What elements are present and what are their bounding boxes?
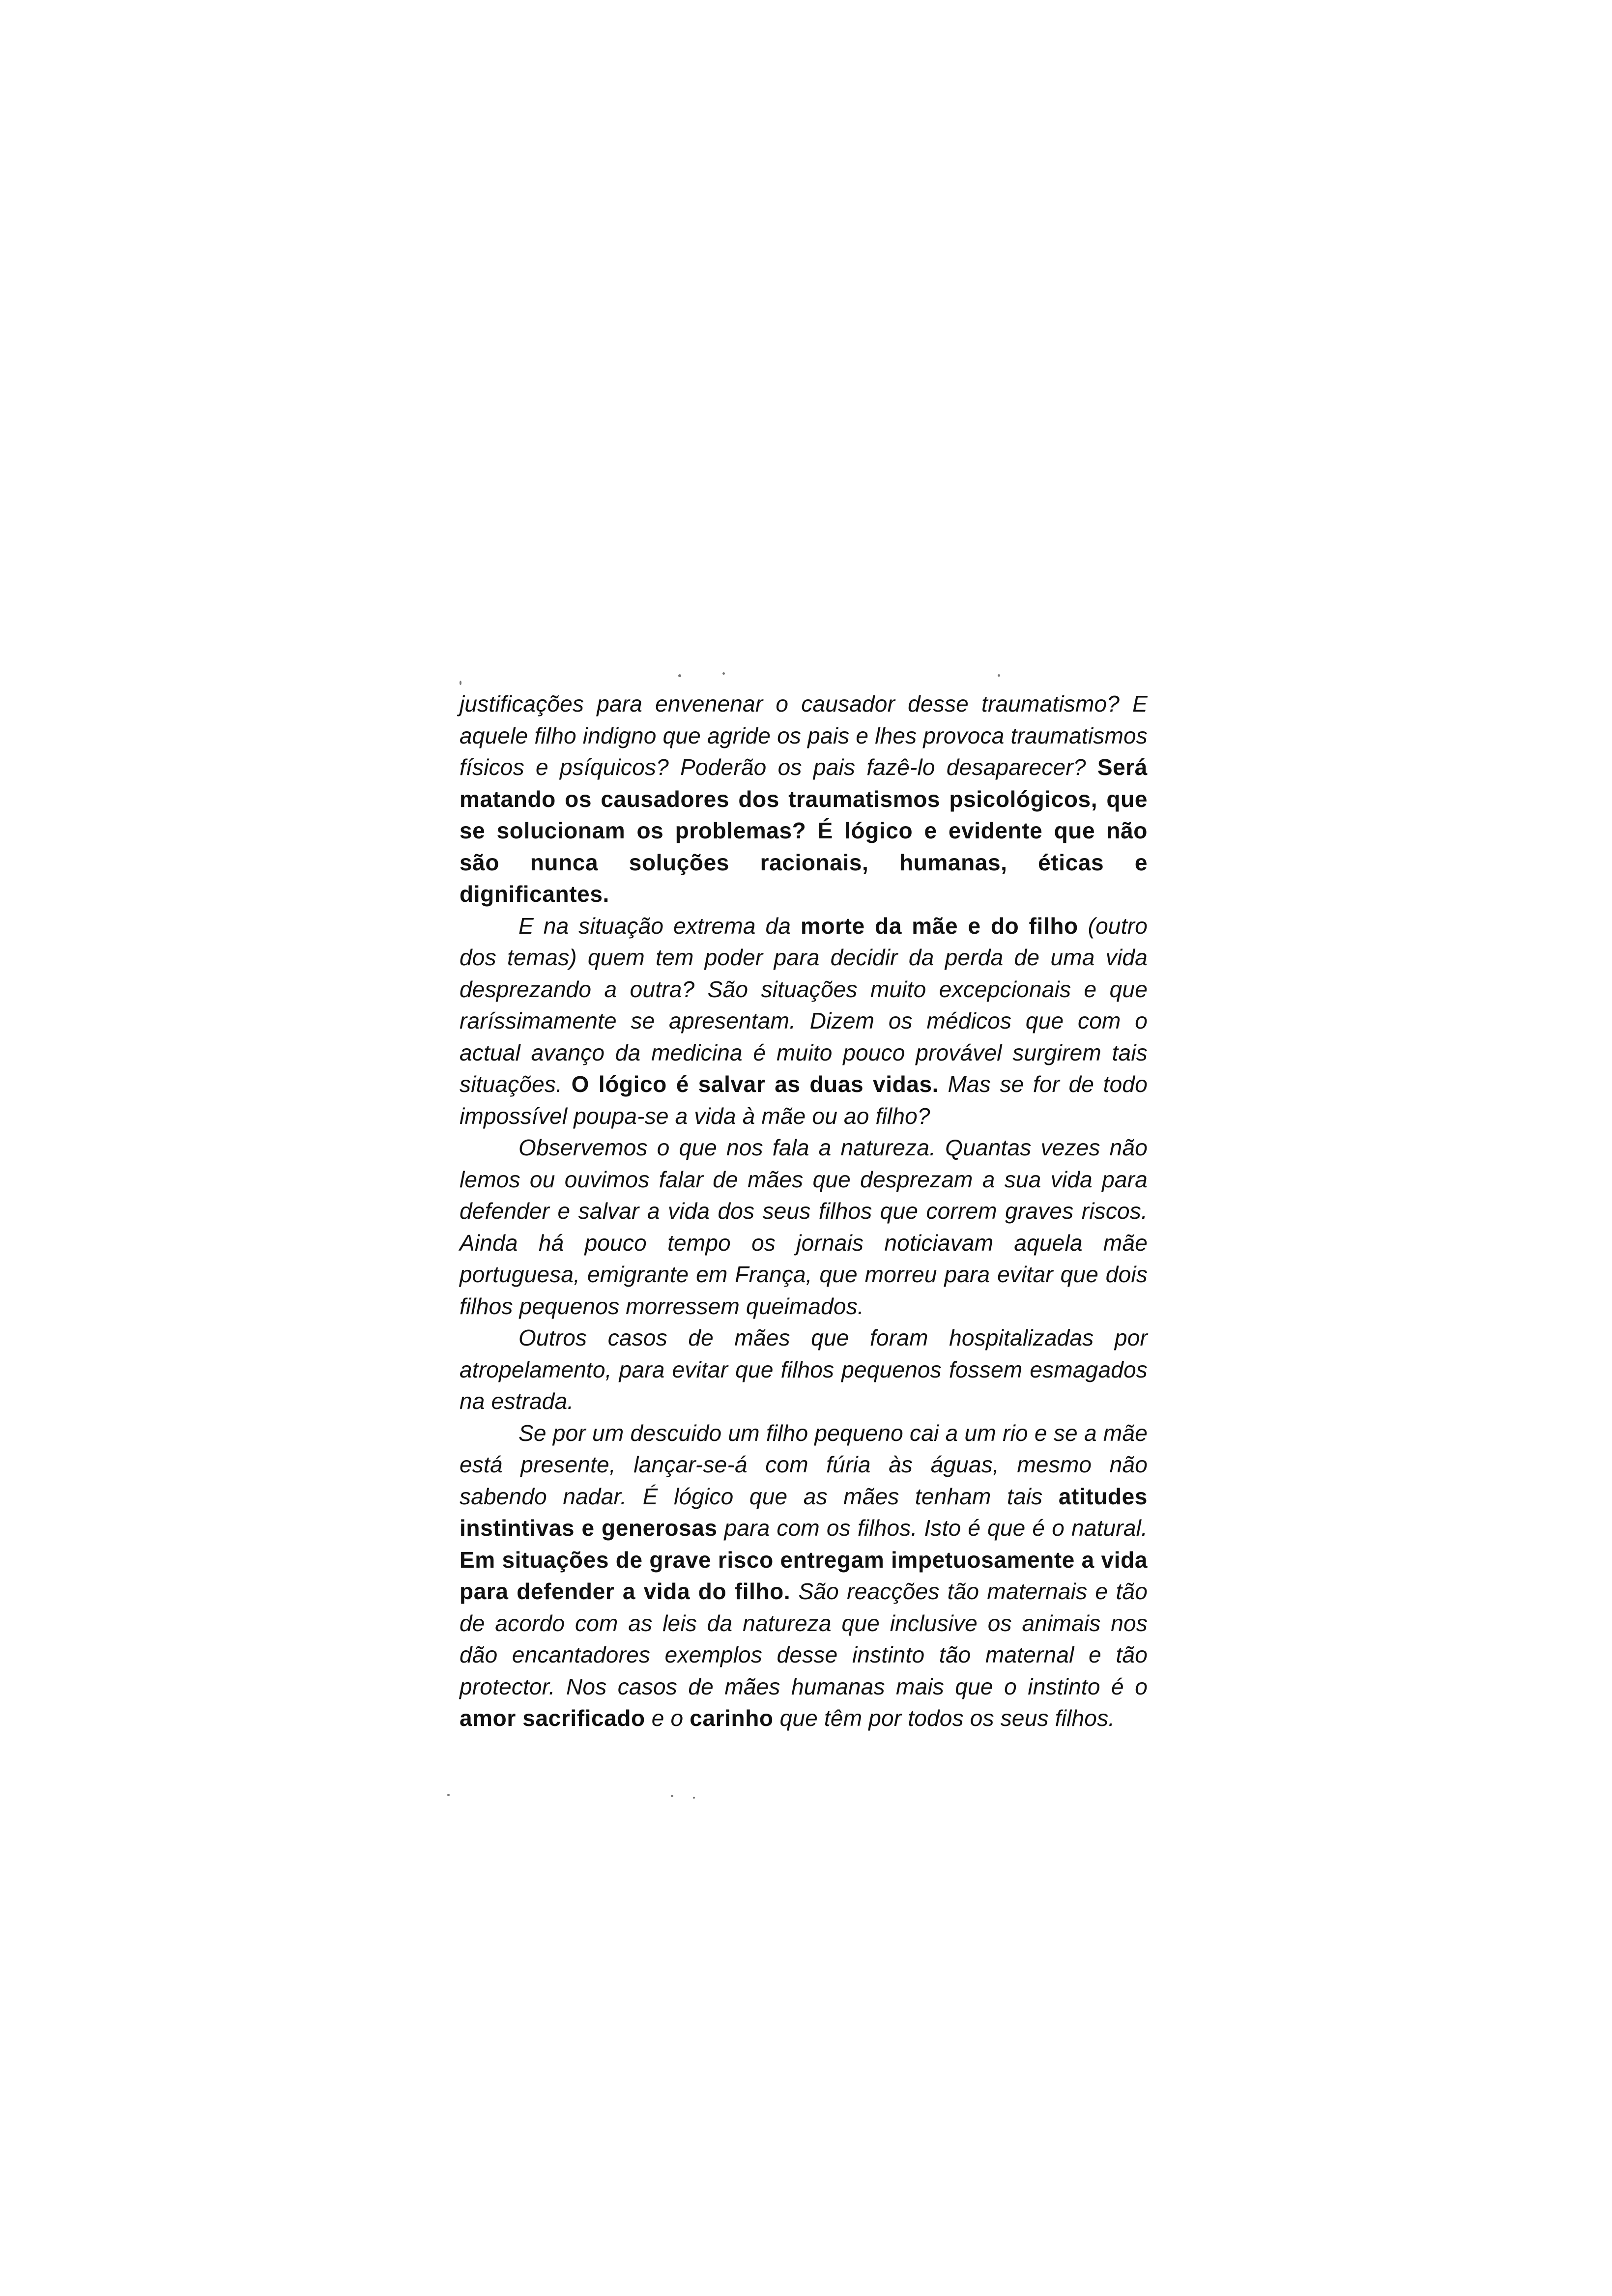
bold-text-run: O lógico é salvar as duas vidas. <box>571 1071 939 1097</box>
scan-speck <box>998 674 1000 677</box>
scan-speck <box>693 1797 695 1799</box>
text-run: que têm por todos os seus filhos. <box>773 1705 1115 1731</box>
scan-speck <box>671 1795 673 1797</box>
text-run: (outro dos temas) quem tem poder para decidir da perda de uma vida desprezando a outra? São situações muito excepcionais e que raríssimamente se apresentam. Dizem os médicos que com o actual avanço da medicina é muito pouco provável surgirem tais situações. <box>460 913 1148 1097</box>
paragraph <box>460 688 1148 910</box>
scan-speck <box>678 674 681 677</box>
text-run: para com os filhos. Isto é que é o natural. <box>717 1515 1148 1541</box>
bold-text-run: atitudes instintivas e generosas <box>460 1483 1148 1541</box>
text-run: Observemos o que nos fala a natureza. Quantas vezes não lemos ou ouvimos falar de mães que desprezam a sua vida para defender e salvar a vida dos seus filhos que correm graves riscos. Ainda há pouco tempo os jornais noticiavam aquela mãe portuguesa, emigrante em França, que morreu para evitar que dois filhos pequenos morressem queimados. <box>460 1135 1148 1319</box>
text-run: e o <box>645 1705 690 1731</box>
scan-speck <box>460 681 461 685</box>
scan-speck <box>722 672 725 675</box>
bold-text-run: morte da mãe e do filho <box>801 913 1078 939</box>
text-run: E na situação extrema da <box>518 913 801 939</box>
paragraph <box>460 910 1148 1132</box>
scan-speck <box>447 1794 450 1796</box>
paragraph <box>460 1322 1148 1417</box>
bold-text-run: Em situações de grave risco entregam impetuosamente a vida para defender a vida do filho. <box>460 1547 1148 1604</box>
document-body <box>460 688 1148 1734</box>
text-run: justificações para envenenar o causador desse traumatismo? E aquele filho indigno que agride os pais e lhes provoca traumatismos físicos e psíquicos? Poderão os pais fazê-lo desaparecer? <box>460 691 1148 780</box>
paragraph <box>460 1132 1148 1322</box>
text-run: São reacções tão maternais e tão de acordo com as leis da natureza que inclusive os animais nos dão encantadores exemplos desse instinto tão maternal e tão protector. Nos casos de mães humanas mais que o instinto é o <box>460 1578 1148 1699</box>
paragraph <box>460 1417 1148 1734</box>
text-run: Se por um descuido um filho pequeno cai a um rio e se a mãe está presente, lançar-se-á com fúria às águas, mesmo não sabendo nadar. É lógico que as mães tenham tais <box>460 1420 1148 1509</box>
bold-text-run: carinho <box>690 1705 774 1731</box>
text-run: Outros casos de mães que foram hospitalizadas por atropelamento, para evitar que filhos pequenos fossem esmagados na estrada. <box>460 1325 1148 1414</box>
bold-text-run: Será matando os causadores dos traumatismos psicológicos, que se solucionam os problemas? É lógico e evidente que não são nunca soluções racionais, humanas, éticas e dignificantes. <box>460 754 1148 907</box>
text-run: Mas se for de todo impossível poupa-se a vida à mãe ou ao filho? <box>460 1071 1148 1129</box>
bold-text-run: amor sacrificado <box>460 1705 645 1731</box>
